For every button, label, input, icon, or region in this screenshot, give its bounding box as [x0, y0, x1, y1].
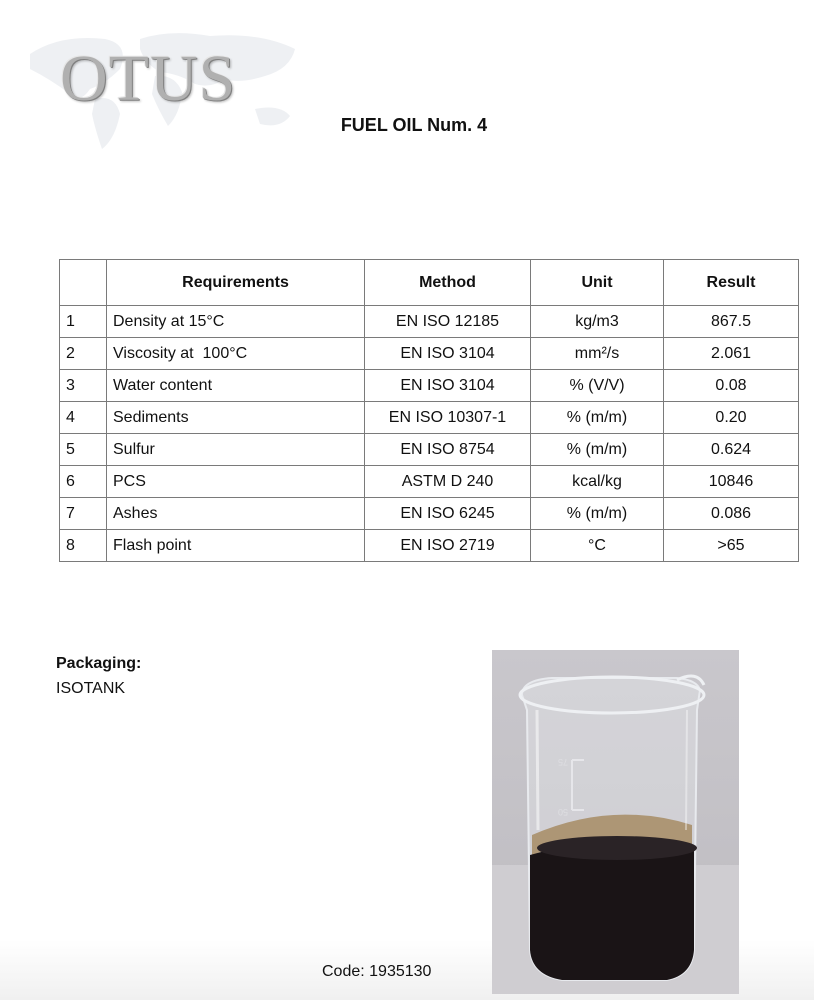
packaging-value: ISOTANK	[56, 680, 126, 697]
row-method: EN ISO 6245	[365, 498, 531, 530]
row-requirement: Sulfur	[107, 434, 365, 466]
row-num: 3	[60, 370, 107, 402]
table-row	[60, 498, 799, 530]
row-requirement: Water content	[107, 370, 365, 402]
row-method: EN ISO 12185	[365, 306, 531, 338]
row-result: 0.624	[664, 434, 799, 466]
row-method: EN ISO 3104	[365, 338, 531, 370]
table-row	[60, 466, 799, 498]
row-method: ASTM D 240	[365, 466, 531, 498]
table-row	[60, 370, 799, 402]
row-unit: °C	[531, 530, 664, 562]
row-method: EN ISO 2719	[365, 530, 531, 562]
table-row	[60, 338, 799, 370]
row-requirement: PCS	[107, 466, 365, 498]
row-result: 0.08	[664, 370, 799, 402]
row-unit: % (m/m)	[531, 402, 664, 434]
header-unit: Unit	[531, 260, 664, 306]
row-result: 0.086	[664, 498, 799, 530]
row-result: >65	[664, 530, 799, 562]
row-unit: % (m/m)	[531, 498, 664, 530]
row-result: 2.061	[664, 338, 799, 370]
packaging-label: Packaging:	[56, 655, 142, 672]
row-requirement: Ashes	[107, 498, 365, 530]
header-method: Method	[365, 260, 531, 306]
row-unit: kcal/kg	[531, 466, 664, 498]
row-num: 4	[60, 402, 107, 434]
beaker-mark-75: 75	[557, 757, 568, 767]
beaker-mark-50: 50	[557, 807, 568, 817]
row-num: 8	[60, 530, 107, 562]
header-num	[60, 260, 107, 306]
row-result: 10846	[664, 466, 799, 498]
row-method: EN ISO 3104	[365, 370, 531, 402]
row-num: 7	[60, 498, 107, 530]
page-title: FUEL OIL Num. 4	[340, 115, 488, 135]
row-unit: kg/m3	[531, 306, 664, 338]
row-requirement: Sediments	[107, 402, 365, 434]
sample-beaker-photo	[492, 650, 739, 994]
row-requirement: Viscosity at 100°C	[107, 338, 365, 370]
row-num: 1	[60, 306, 107, 338]
logo-text: OTUS	[60, 42, 237, 115]
row-unit: mm²/s	[531, 338, 664, 370]
table-row	[60, 306, 799, 338]
header-result: Result	[664, 260, 799, 306]
row-requirement: Flash point	[107, 530, 365, 562]
header-requirements: Requirements	[107, 260, 365, 306]
row-num: 5	[60, 434, 107, 466]
row-num: 6	[60, 466, 107, 498]
row-result: 867.5	[664, 306, 799, 338]
table-row	[60, 530, 799, 562]
row-unit: % (V/V)	[531, 370, 664, 402]
row-method: EN ISO 8754	[365, 434, 531, 466]
table-header-row	[60, 260, 799, 306]
table-row	[60, 434, 799, 466]
row-requirement: Density at 15°C	[107, 306, 365, 338]
row-result: 0.20	[664, 402, 799, 434]
table-row	[60, 402, 799, 434]
row-unit: % (m/m)	[531, 434, 664, 466]
specification-table	[59, 259, 799, 562]
row-method: EN ISO 10307-1	[365, 402, 531, 434]
row-num: 2	[60, 338, 107, 370]
product-code: Code: 1935130	[322, 963, 432, 980]
beaker-illustration	[492, 650, 739, 994]
